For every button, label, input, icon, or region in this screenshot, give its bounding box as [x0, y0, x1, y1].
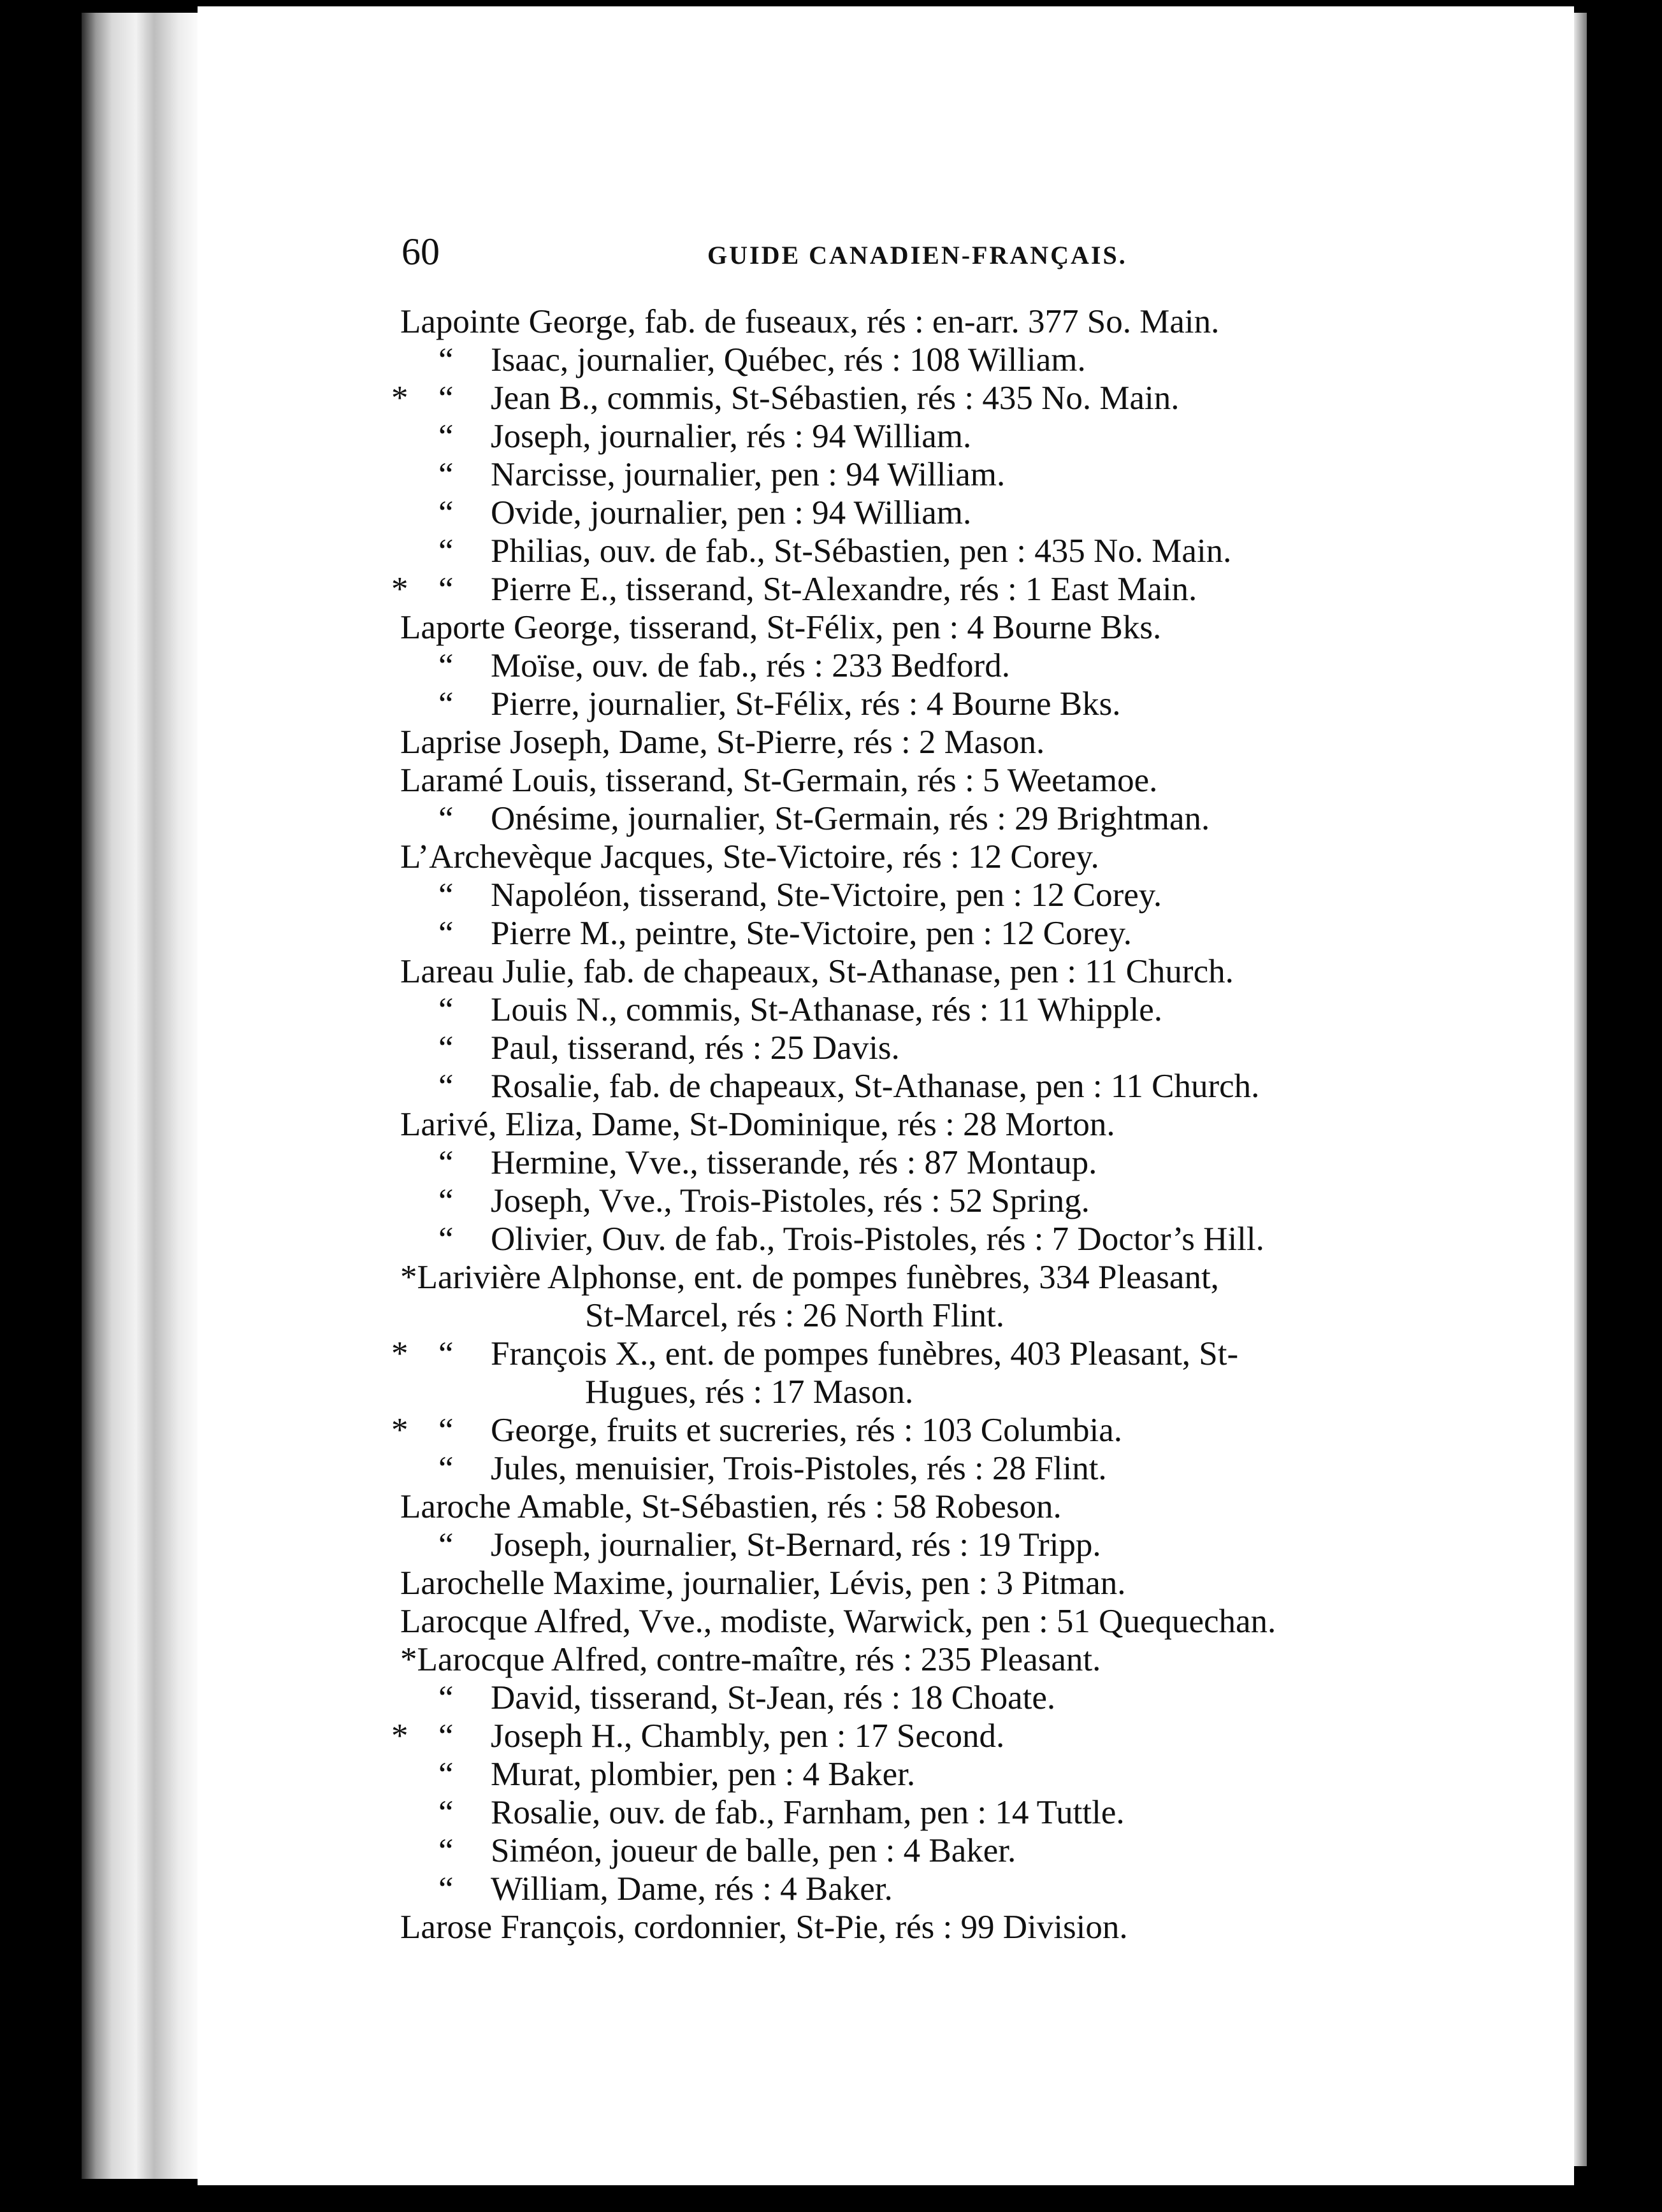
entry-text: Jean B., commis, St-Sébastien, rés : 435 No. Main. — [491, 380, 1180, 417]
ditto-mark: “ — [438, 1182, 454, 1219]
ditto-mark: “ — [438, 1068, 454, 1105]
directory-entry — [382, 723, 1580, 761]
entry-text: Joseph, journalier, rés : 94 William. — [491, 418, 972, 455]
entry-text: Laprise Joseph, Dame, St-Pierre, rés : 2 Mason. — [400, 724, 1045, 761]
ditto-mark: “ — [438, 686, 454, 722]
entry-text: Laramé Louis, tisserand, St-Germain, rés : 5 Weetamoe. — [400, 762, 1158, 799]
entry-text: Lapointe George, fab. de fuseaux, rés : en-arr. 377 So. Main. — [400, 303, 1220, 340]
entry-text: Paul, tisserand, rés : 25 Davis. — [491, 1030, 900, 1066]
entry-text: Larochelle Maxime, journalier, Lévis, pen : 3 Pitman. — [400, 1565, 1126, 1602]
entry-text: St-Marcel, rés : 26 North Flint. — [585, 1297, 1004, 1334]
directory-entry — [382, 379, 1580, 417]
entry-text: Jules, menuisier, Trois-Pistoles, rés : 28 Flint. — [491, 1450, 1107, 1487]
directory-entry — [382, 1258, 1580, 1296]
directory-entry — [382, 1602, 1580, 1641]
entry-text: François X., ent. de pompes funèbres, 403 Pleasant, St- — [491, 1335, 1239, 1372]
book-spine-edge — [82, 13, 203, 2179]
entry-text: Siméon, joueur de balle, pen : 4 Baker. — [491, 1832, 1016, 1869]
entry-text: Pierre M., peintre, Ste-Victoire, pen : 12 Corey. — [491, 915, 1132, 952]
ditto-mark: “ — [438, 1756, 454, 1793]
directory-entry — [382, 570, 1580, 608]
ditto-mark: “ — [438, 380, 454, 417]
directory-entry — [382, 761, 1580, 800]
entry-text: Lareau Julie, fab. de chapeaux, St-Athanase, pen : 11 Church. — [400, 953, 1234, 990]
entry-text: Onésime, journalier, St-Germain, rés : 29 Brightman. — [491, 800, 1210, 837]
entry-continuation-line — [382, 1373, 1580, 1411]
entry-text: Hugues, rés : 17 Mason. — [585, 1374, 914, 1411]
directory-entry — [382, 1335, 1580, 1373]
directory-entry — [382, 1793, 1580, 1832]
entry-star-marker: * — [391, 571, 408, 608]
entry-text: Narcisse, journalier, pen : 94 William. — [491, 456, 1006, 493]
ditto-mark: “ — [438, 1794, 454, 1831]
entry-text: Larivé, Eliza, Dame, St-Dominique, rés : 28 Morton. — [400, 1106, 1115, 1143]
directory-entry — [382, 800, 1580, 838]
ditto-mark: “ — [438, 571, 454, 608]
entry-text: Louis N., commis, St-Athanase, rés : 11 Whipple. — [491, 991, 1162, 1028]
entry-star-marker: * — [391, 1412, 408, 1449]
directory-entry — [382, 1144, 1580, 1182]
entry-text: William, Dame, rés : 4 Baker. — [491, 1871, 893, 1907]
directory-entry — [382, 838, 1580, 876]
directory-entry — [382, 494, 1580, 532]
directory-entry — [382, 647, 1580, 685]
directory-entry — [382, 1105, 1580, 1144]
directory-entry — [382, 1641, 1580, 1679]
ditto-mark: “ — [438, 456, 454, 493]
entry-text: Hermine, Vve., tisserande, rés : 87 Montaup. — [491, 1144, 1097, 1181]
directory-entry — [382, 1832, 1580, 1870]
directory-entry — [382, 991, 1580, 1029]
entry-text: Joseph, journalier, St-Bernard, rés : 19 Tripp. — [491, 1526, 1101, 1563]
entry-text: L’Archevèque Jacques, Ste-Victoire, rés : 12 Corey. — [400, 838, 1099, 875]
entry-text: Joseph H., Chambly, pen : 17 Second. — [491, 1718, 1005, 1755]
directory-entry — [382, 341, 1580, 379]
ditto-mark: “ — [438, 800, 454, 837]
ditto-mark: “ — [438, 647, 454, 684]
directory-entry — [382, 1564, 1580, 1602]
entry-star-marker: * — [391, 1718, 408, 1755]
running-head: GUIDE CANADIEN-FRANÇAIS. — [707, 241, 1127, 269]
entry-text: Napoléon, tisserand, Ste-Victoire, pen : 12 Corey. — [491, 877, 1162, 914]
entry-text: Murat, plombier, pen : 4 Baker. — [491, 1756, 916, 1793]
ditto-mark: “ — [438, 1335, 454, 1372]
directory-entry — [382, 876, 1580, 914]
entry-text: Pierre E., tisserand, St-Alexandre, rés : 1 East Main. — [491, 571, 1197, 608]
ditto-mark: “ — [438, 1718, 454, 1755]
directory-entries — [382, 303, 1580, 1946]
ditto-mark: “ — [438, 1832, 454, 1869]
ditto-mark: “ — [438, 1144, 454, 1181]
ditto-mark: “ — [438, 341, 454, 378]
directory-entry — [382, 1908, 1580, 1946]
page-header — [401, 226, 1612, 277]
directory-entry — [382, 1526, 1580, 1564]
directory-entry — [382, 914, 1580, 952]
directory-entry — [382, 532, 1580, 570]
page-number: 60 — [401, 231, 440, 273]
entry-text: Olivier, Ouv. de fab., Trois-Pistoles, rés : 7 Doctor’s Hill. — [491, 1221, 1264, 1258]
ditto-mark: “ — [438, 915, 454, 952]
entry-continuation-line — [382, 1296, 1580, 1335]
entry-text: Rosalie, fab. de chapeaux, St-Athanase, pen : 11 Church. — [491, 1068, 1260, 1105]
entry-text: *Larocque Alfred, contre-maître, rés : 235 Pleasant. — [400, 1641, 1101, 1678]
directory-entry — [382, 1488, 1580, 1526]
entry-text: Joseph, Vve., Trois-Pistoles, rés : 52 Spring. — [491, 1182, 1090, 1219]
directory-entry — [382, 1717, 1580, 1755]
entry-text: George, fruits et sucreries, rés : 103 Columbia. — [491, 1412, 1123, 1449]
ditto-mark: “ — [438, 991, 454, 1028]
directory-entry — [382, 1679, 1580, 1717]
entry-star-marker: * — [391, 1335, 408, 1372]
entry-text: Laporte George, tisserand, St-Félix, pen : 4 Bourne Bks. — [400, 609, 1162, 646]
entry-text: *Larivière Alphonse, ent. de pompes funèbres, 334 Pleasant, — [400, 1259, 1219, 1296]
directory-entry — [382, 952, 1580, 991]
entry-text: Isaac, journalier, Québec, rés : 108 William. — [491, 341, 1086, 378]
entry-text: Laroche Amable, St-Sébastien, rés : 58 Robeson. — [400, 1488, 1062, 1525]
entry-text: Larose François, cordonnier, St-Pie, rés : 99 Division. — [400, 1909, 1128, 1946]
ditto-mark: “ — [438, 1221, 454, 1258]
directory-entry — [382, 1029, 1580, 1067]
ditto-mark: “ — [438, 1450, 454, 1487]
ditto-mark: “ — [438, 1412, 454, 1449]
ditto-mark: “ — [438, 1679, 454, 1716]
entry-text: Moïse, ouv. de fab., rés : 233 Bedford. — [491, 647, 1010, 684]
entry-text: David, tisserand, St-Jean, rés : 18 Choate. — [491, 1679, 1056, 1716]
entry-text: Ovide, journalier, pen : 94 William. — [491, 494, 972, 531]
directory-entry — [382, 1067, 1580, 1105]
ditto-mark: “ — [438, 877, 454, 914]
directory-entry — [382, 1182, 1580, 1220]
entry-text: Rosalie, ouv. de fab., Farnham, pen : 14 Tuttle. — [491, 1794, 1125, 1831]
entry-text: Pierre, journalier, St-Félix, rés : 4 Bourne Bks. — [491, 686, 1121, 722]
ditto-mark: “ — [438, 1526, 454, 1563]
directory-entry — [382, 456, 1580, 494]
entry-text: Larocque Alfred, Vve., modiste, Warwick, pen : 51 Quequechan. — [400, 1603, 1276, 1640]
directory-entry — [382, 1870, 1580, 1908]
directory-entry — [382, 1220, 1580, 1258]
directory-entry — [382, 1755, 1580, 1793]
entry-text: Philias, ouv. de fab., St-Sébastien, pen : 435 No. Main. — [491, 533, 1232, 570]
ditto-mark: “ — [438, 1871, 454, 1907]
directory-entry — [382, 608, 1580, 647]
directory-entry — [382, 417, 1580, 456]
directory-entry — [382, 685, 1580, 723]
directory-entry — [382, 303, 1580, 341]
directory-entry — [382, 1449, 1580, 1488]
directory-entry — [382, 1411, 1580, 1449]
ditto-mark: “ — [438, 533, 454, 570]
ditto-mark: “ — [438, 494, 454, 531]
ditto-mark: “ — [438, 1030, 454, 1066]
ditto-mark: “ — [438, 418, 454, 455]
entry-star-marker: * — [391, 380, 408, 417]
